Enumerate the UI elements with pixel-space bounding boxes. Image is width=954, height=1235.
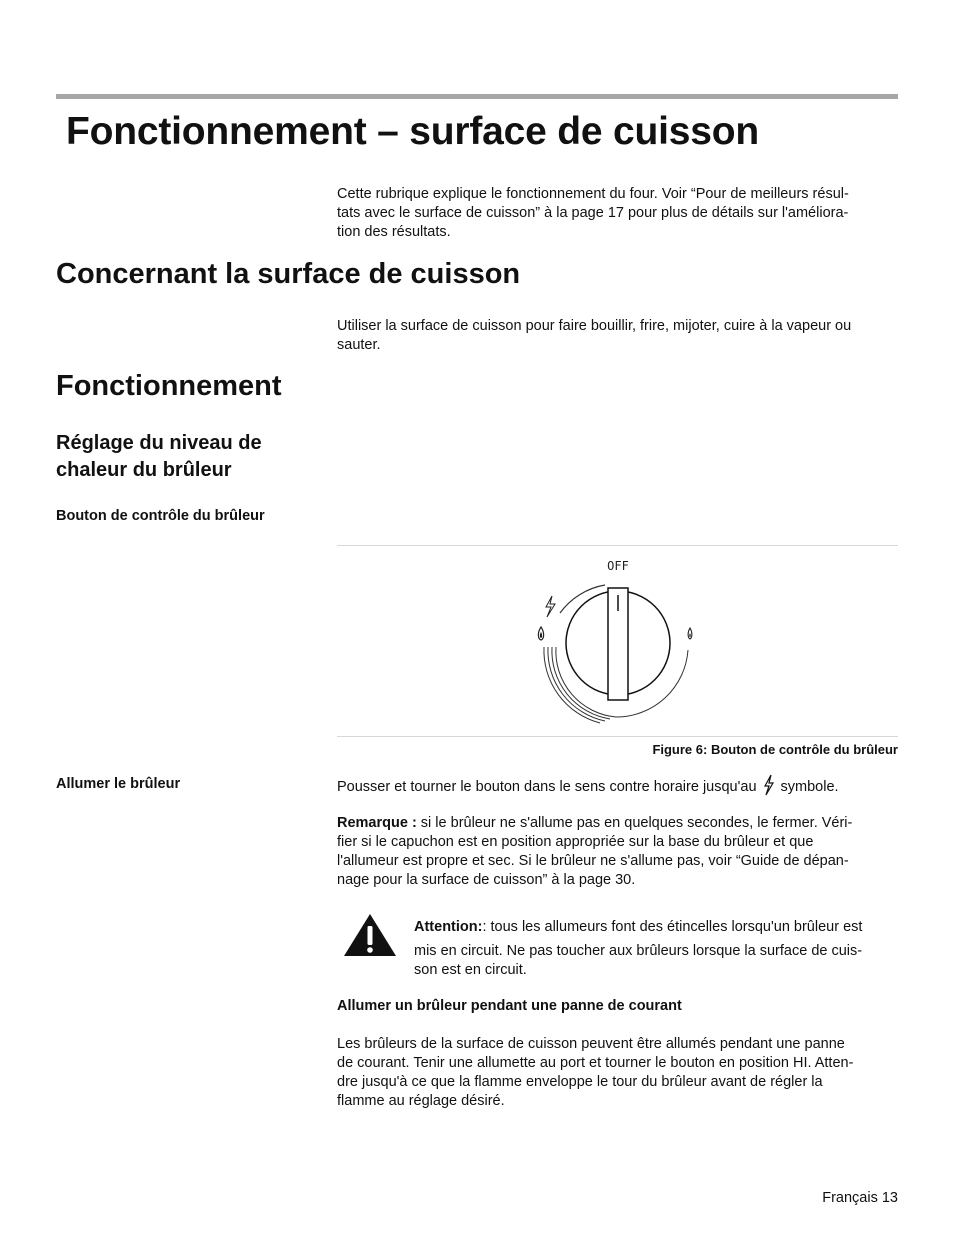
spark-icon <box>763 774 775 796</box>
top-rule <box>56 94 898 99</box>
off-label: OFF <box>607 559 629 573</box>
power-outage-paragraph: Les brûleurs de la surface de cuisson peuvent être allumés pendant une panne de courant. Tenir une allumette au port et tourner le bouton en position HI. Atten- dre jusqu'à ce que la flamme enveloppe le tour du brûleur avant de régler la flamme au réglage désiré. <box>337 1036 854 1109</box>
subheading-heat-level: Réglage du niveau de chaleur du brûleur <box>56 432 262 481</box>
burner-knob-figure <box>530 555 700 727</box>
intro-paragraph: Cette rubrique explique le fonctionnement du four. Voir “Pour de meilleurs résul- tats avec le surface de cuisson” à la page 17 pour plus de détails sur l'améliora- tion des résultats. <box>337 186 849 240</box>
attention-paragraph: Attention:: tous les allumeurs font des étincelles lorsqu'un brûleur est mis en circuit. Ne pas toucher aux brûleurs lorsque la surface de cuis- son est en circuit. <box>414 919 863 978</box>
page-footer: Français 13 <box>822 1190 898 1206</box>
note-paragraph: Remarque : si le brûleur ne s'allume pas en quelques secondes, le fermer. Véri- fier si le capuchon est en position appropriée sur la base du brûleur et que l'allumeur est propre et sec. Si le brûleur ne s'allume pas, voir “Guide de dépan- nage pour la surface de cuisson” à la page 30. <box>337 815 853 888</box>
power-outage-heading: Allumer un brûleur pendant une panne de courant <box>337 998 682 1014</box>
surface-paragraph: Utiliser la surface de cuisson pour faire bouillir, frire, mijoter, cuire à la vapeur ou sauter. <box>337 318 852 353</box>
spark-icon <box>546 596 555 617</box>
attention-label: Attention: <box>414 919 483 935</box>
section-heading-surface: Concernant la surface de cuisson <box>56 258 521 290</box>
flame-small-core <box>689 633 691 637</box>
section-heading-operation: Fonctionnement <box>56 370 282 402</box>
figure-caption: Figure 6: Bouton de contrôle du brûleur <box>652 742 898 757</box>
light-burner-label: Allumer le brûleur <box>56 776 181 792</box>
warning-triangle-icon <box>342 912 398 958</box>
figure-top-rule <box>337 545 898 546</box>
flame-large-core <box>540 632 542 638</box>
page-title: Fonctionnement – surface de cuisson <box>66 110 759 153</box>
light-burner-instruction: Pousser et tourner le bouton dans le sens contre horaire jusqu'au symbole. <box>337 774 899 797</box>
knob-label: Bouton de contrôle du brûleur <box>56 508 265 524</box>
note-label: Remarque : <box>337 815 417 831</box>
figure-bottom-rule <box>337 736 898 737</box>
